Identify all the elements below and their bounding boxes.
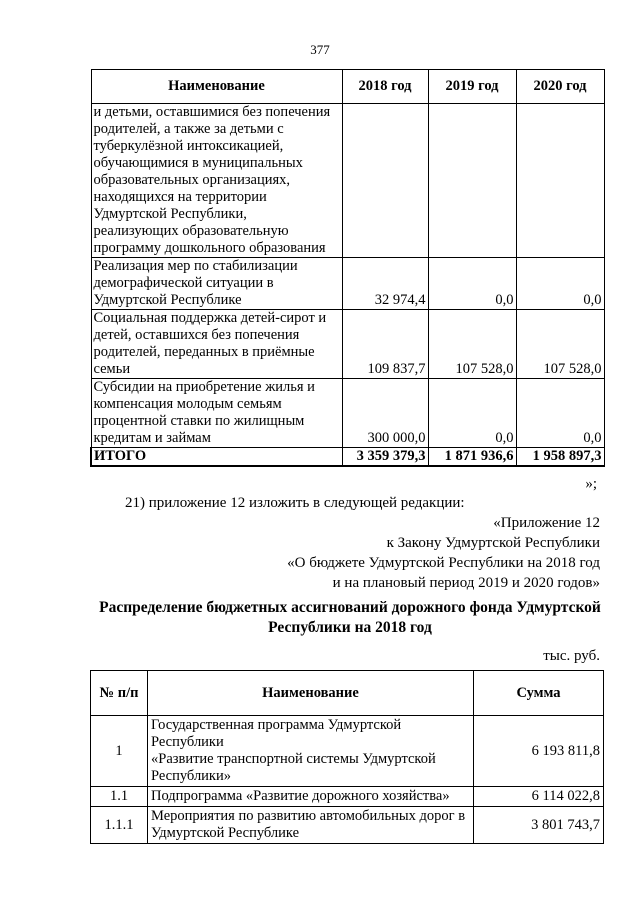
header-number: № п/п <box>91 671 148 716</box>
row-name <box>91 104 342 258</box>
appendix-line: к Закону Удмуртской Республики <box>386 535 600 551</box>
value-2018: 32 974,4 <box>342 258 428 310</box>
total-2020: 1 958 897,3 <box>516 448 604 467</box>
road-fund-table <box>90 670 604 844</box>
name-line: процентной ставки по жилищным <box>93 413 305 429</box>
header-2020: 2020 год <box>516 70 604 104</box>
header-2019: 2019 год <box>428 70 516 104</box>
table-row <box>91 787 604 807</box>
title-line: Распределение бюджетных ассигнований дорожного фонда Удмуртской <box>99 599 601 616</box>
name-line: и детьми, оставшимися без попечения <box>93 104 331 120</box>
row-name <box>91 258 342 310</box>
row-number: 1 <box>91 716 148 787</box>
name-line: Социальная поддержка детей-сирот и <box>93 310 327 326</box>
name-line: обучающимися в муниципальных <box>93 155 303 171</box>
value-2020 <box>516 104 604 258</box>
value-2018 <box>342 104 428 258</box>
header-name: Наименование <box>148 671 474 716</box>
row-name <box>148 787 474 807</box>
table-row <box>91 379 604 448</box>
appendix-line: и на плановый период 2019 и 2020 годов» <box>332 575 600 591</box>
name-line: детей, оставшихся без попечения <box>93 327 300 343</box>
appendix-line: «О бюджете Удмуртской Республики на 2018 год <box>287 555 600 571</box>
name-line: «Развитие транспортной системы Удмуртской <box>151 751 436 767</box>
amendment-text: 21) приложение 12 изложить в следующей редакции: <box>125 495 465 511</box>
budget-table <box>90 69 605 467</box>
row-sum: 3 801 743,7 <box>474 807 604 844</box>
closing-quote: »; <box>585 476 597 492</box>
name-line: реализующих образовательную <box>93 223 289 239</box>
value-2019 <box>428 104 516 258</box>
unit-label: тыс. руб. <box>543 648 600 664</box>
header-row <box>91 70 604 104</box>
row-sum: 6 114 022,8 <box>474 787 604 807</box>
value-2020: 0,0 <box>516 379 604 448</box>
name-line: кредитам и займам <box>93 430 211 446</box>
row-name <box>148 807 474 844</box>
value-2020: 107 528,0 <box>516 310 604 379</box>
name-line: образовательных организациях, <box>93 172 291 188</box>
name-line: туберкулёзной интоксикацией, <box>93 138 284 154</box>
row-name <box>148 716 474 787</box>
page-number: 377 <box>310 42 330 57</box>
table-row <box>91 310 604 379</box>
appendix-line: «Приложение 12 <box>493 515 600 531</box>
name-line: Республики» <box>151 768 231 784</box>
row-name <box>91 379 342 448</box>
name-line: Государственная программа Удмуртской Республики <box>151 717 402 750</box>
row-number: 1.1.1 <box>91 807 148 844</box>
name-line: компенсация молодым семьям <box>93 396 282 412</box>
name-line: семьи <box>93 361 131 377</box>
name-line: Удмуртской Республики, <box>93 206 247 222</box>
name-line: родителей, а также за детьми с <box>93 121 284 137</box>
name-line: родителей, переданных в приёмные <box>93 344 315 360</box>
table-row <box>91 716 604 787</box>
total-2018: 3 359 379,3 <box>342 448 428 467</box>
value-2019: 107 528,0 <box>428 310 516 379</box>
header-sum: Сумма <box>474 671 604 716</box>
value-2018: 300 000,0 <box>342 379 428 448</box>
header-2018: 2018 год <box>342 70 428 104</box>
value-2018: 109 837,7 <box>342 310 428 379</box>
name-line: Субсидии на приобретение жилья и <box>93 379 315 395</box>
value-2019: 0,0 <box>428 258 516 310</box>
name-line: Удмуртской Республике <box>93 292 242 308</box>
value-2019: 0,0 <box>428 379 516 448</box>
name-line: Мероприятия по развитию автомобильных дорог в <box>151 808 466 824</box>
value-2020: 0,0 <box>516 258 604 310</box>
row-sum: 6 193 811,8 <box>474 716 604 787</box>
header-name: Наименование <box>91 70 342 104</box>
name-line: находящихся на территории <box>93 189 267 205</box>
document-title <box>60 598 640 638</box>
name-line: Удмуртской Республике <box>151 825 300 841</box>
row-name <box>91 310 342 379</box>
name-line: демографической ситуации в <box>93 275 274 291</box>
name-line: Подпрограмма «Развитие дорожного хозяйства» <box>151 788 450 804</box>
name-line: Реализация мер по стабилизации <box>93 258 298 274</box>
table-row <box>91 807 604 844</box>
total-label: ИТОГО <box>91 448 342 467</box>
row-number: 1.1 <box>91 787 148 807</box>
table-row <box>91 258 604 310</box>
total-row <box>91 448 604 467</box>
name-line: программу дошкольного образования <box>93 240 326 256</box>
table-row <box>91 104 604 258</box>
header-row <box>91 671 604 716</box>
total-2019: 1 871 936,6 <box>428 448 516 467</box>
title-line: Республики на 2018 год <box>268 619 432 636</box>
appendix-header <box>287 513 600 593</box>
